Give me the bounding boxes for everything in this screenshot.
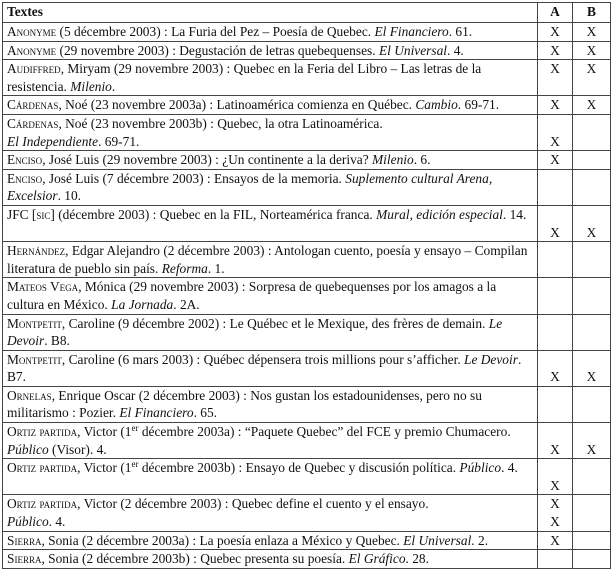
publication: Le Devoir (7, 315, 503, 349)
mark-a: X (538, 350, 573, 386)
mark-a: X (538, 151, 573, 170)
table-row (3, 278, 611, 314)
mark-b (573, 151, 611, 170)
table-row (3, 550, 611, 569)
table-row (3, 314, 611, 350)
reference-text: Ortiz partida, Victor (1er décembre 2003b) : Ensayo de Quebec y discusión política. Público. 4. (3, 459, 538, 495)
mark-b (573, 459, 611, 495)
mark-b (573, 169, 611, 205)
author: Ortiz partida (7, 424, 78, 440)
mark-b (573, 386, 611, 422)
mark-b: X (573, 60, 611, 96)
mark-a (538, 386, 573, 422)
author: Hernández (7, 243, 66, 259)
mark-b: X (573, 23, 611, 42)
mark-b (573, 242, 611, 278)
reference-text: Ornelas, Enrique Oscar (2 décembre 2003) : Nos gustan los estadounidenses, pero no su militarismo : Pozier. El Financiero. 65. (3, 386, 538, 422)
header-a: A (538, 3, 573, 23)
reference-text: JFC [sic] (décembre 2003) : Quebec en la FIL, Norteamérica franca. Mural, edición especial. 14. (3, 205, 538, 241)
mark-b (573, 495, 611, 531)
mark-a: X (538, 96, 573, 115)
mark-a: X X (538, 495, 573, 531)
author: Ortiz partida (7, 496, 78, 512)
table-row (3, 41, 611, 60)
table-row (3, 60, 611, 96)
mark-b (573, 314, 611, 350)
header-texts: Textes (3, 3, 538, 23)
reference-text: Montpetit, Caroline (9 décembre 2002) : Le Québec et le Mexique, des frères de demain. Le Devoir. B8. (3, 314, 538, 350)
publication: Público (7, 514, 49, 530)
mark-a: X (538, 531, 573, 550)
author: Anonyme (7, 42, 57, 58)
mark-a (538, 550, 573, 569)
author: Ortiz partida (7, 460, 78, 476)
mark-b (573, 531, 611, 550)
author: Cárdenas (7, 115, 59, 131)
header-b: B (573, 3, 611, 23)
table-row (3, 242, 611, 278)
publication: La Jornada (111, 296, 174, 312)
mark-a: X (538, 459, 573, 495)
publication: Público (7, 441, 49, 457)
author: Audiffred (7, 61, 61, 77)
author: Montpetit (7, 351, 62, 367)
reference-text: Enciso, José Luis (7 décembre 2003) : Ensayos de la memoria. Suplemento cultural Arena, Excelsior. 10. (3, 169, 538, 205)
mark-b (573, 278, 611, 314)
publication: El Independiente (7, 133, 99, 149)
table-row (3, 151, 611, 170)
publication: El Financiero (374, 24, 449, 39)
publication: Milenio (70, 78, 112, 94)
reference-text: Montpetit, Caroline (6 mars 2003) : Québec dépensera trois millions pour s’afficher. Le Devoir. B7. (3, 350, 538, 386)
author: Sierra (7, 551, 42, 567)
table-row (3, 459, 611, 495)
table-row (3, 350, 611, 386)
reference-text: Anonyme (29 novembre 2003) : Degustación de letras quebequenses. El Universal. 4. (3, 41, 538, 60)
mark-b: X (573, 41, 611, 60)
author: Anonyme (7, 24, 57, 39)
author: Cárdenas (7, 97, 59, 113)
publication: Reforma (161, 260, 208, 276)
references-table (2, 2, 611, 569)
mark-a: X (538, 205, 573, 241)
mark-b: X (573, 423, 611, 459)
reference-text: Ortiz partida, Victor (1er décembre 2003a) : “Paquete Quebec” del FCE y premio Chumacero. Público (Visor). 4. (3, 423, 538, 459)
table-row (3, 169, 611, 205)
mark-b: X (573, 96, 611, 115)
mark-b: X (573, 205, 611, 241)
reference-text: Anonyme (5 décembre 2003) : La Furia del Pez – Poesía de Quebec. El Financiero. 61. (3, 23, 538, 42)
table-row (3, 386, 611, 422)
table-row (3, 23, 611, 42)
mark-a (538, 314, 573, 350)
mark-a: X (538, 114, 573, 150)
author: JFC [sic] (7, 206, 55, 222)
author: Enciso (7, 152, 43, 168)
author: Sierra (7, 532, 42, 548)
mark-a: X (538, 41, 573, 60)
table-row (3, 96, 611, 115)
reference-text: Mateos Vega, Mónica (29 novembre 2003) : Sorpresa de quebequenses por los amagos a la cultura en México. La Jornada. 2A. (3, 278, 538, 314)
publication: Le Devoir (464, 351, 518, 367)
mark-a: X (538, 423, 573, 459)
author: Mateos Vega (7, 279, 79, 295)
table-row (3, 531, 611, 550)
author: Montpetit (7, 315, 62, 331)
reference-text: Cárdenas, Noé (23 novembre 2003b) : Quebec, la otra Latinoamérica. El Independiente. 69-71. (3, 114, 538, 150)
publication: Cambio (415, 97, 458, 113)
publication: El Financiero (119, 405, 194, 421)
mark-b (573, 114, 611, 150)
mark-b (573, 550, 611, 569)
table-row (3, 205, 611, 241)
mark-a: X (538, 60, 573, 96)
publication: Milenio (372, 152, 414, 168)
publication: El Universal (403, 532, 472, 548)
table-row (3, 423, 611, 459)
mark-a (538, 242, 573, 278)
reference-text: Sierra, Sonia (2 décembre 2003a) : La poesía enlaza a México y Quebec. El Universal. 2. (3, 531, 538, 550)
reference-text: Audiffred, Miryam (29 novembre 2003) : Quebec en la Feria del Libro – Las letras de la resistencia. Milenio. (3, 60, 538, 96)
mark-b: X (573, 350, 611, 386)
mark-a: X (538, 23, 573, 42)
author: Ornelas (7, 387, 52, 403)
mark-a (538, 169, 573, 205)
reference-text: Cárdenas, Noé (23 novembre 2003a) : Latinoamérica comienza en Québec. Cambio. 69-71. (3, 96, 538, 115)
reference-text: Enciso, José Luis (29 novembre 2003) : ¿Un continente a la deriva? Milenio. 6. (3, 151, 538, 170)
reference-text: Sierra, Sonia (2 décembre 2003b) : Quebec presenta su poesía. El Gráfico. 28. (3, 550, 538, 569)
publication: El Universal (378, 42, 448, 58)
mark-a (538, 278, 573, 314)
publication: Suplemento cultural Arena, Excelsior (7, 170, 493, 204)
table-row (3, 495, 611, 531)
reference-text: Ortiz partida, Victor (2 décembre 2003) : Quebec define el cuento y el ensayo. Público. 4. (3, 495, 538, 531)
publication: El Gráfico (348, 551, 406, 567)
header-row (3, 3, 611, 23)
table-row (3, 114, 611, 150)
publication: Mural, edición especial (376, 206, 503, 222)
publication: Público (459, 460, 502, 476)
author: Enciso (7, 170, 43, 186)
reference-text: Hernández, Edgar Alejandro (2 décembre 2003) : Antologan cuento, poesía y ensayo – Compilan literatura de pueblo sin país. Reforma. 1. (3, 242, 538, 278)
